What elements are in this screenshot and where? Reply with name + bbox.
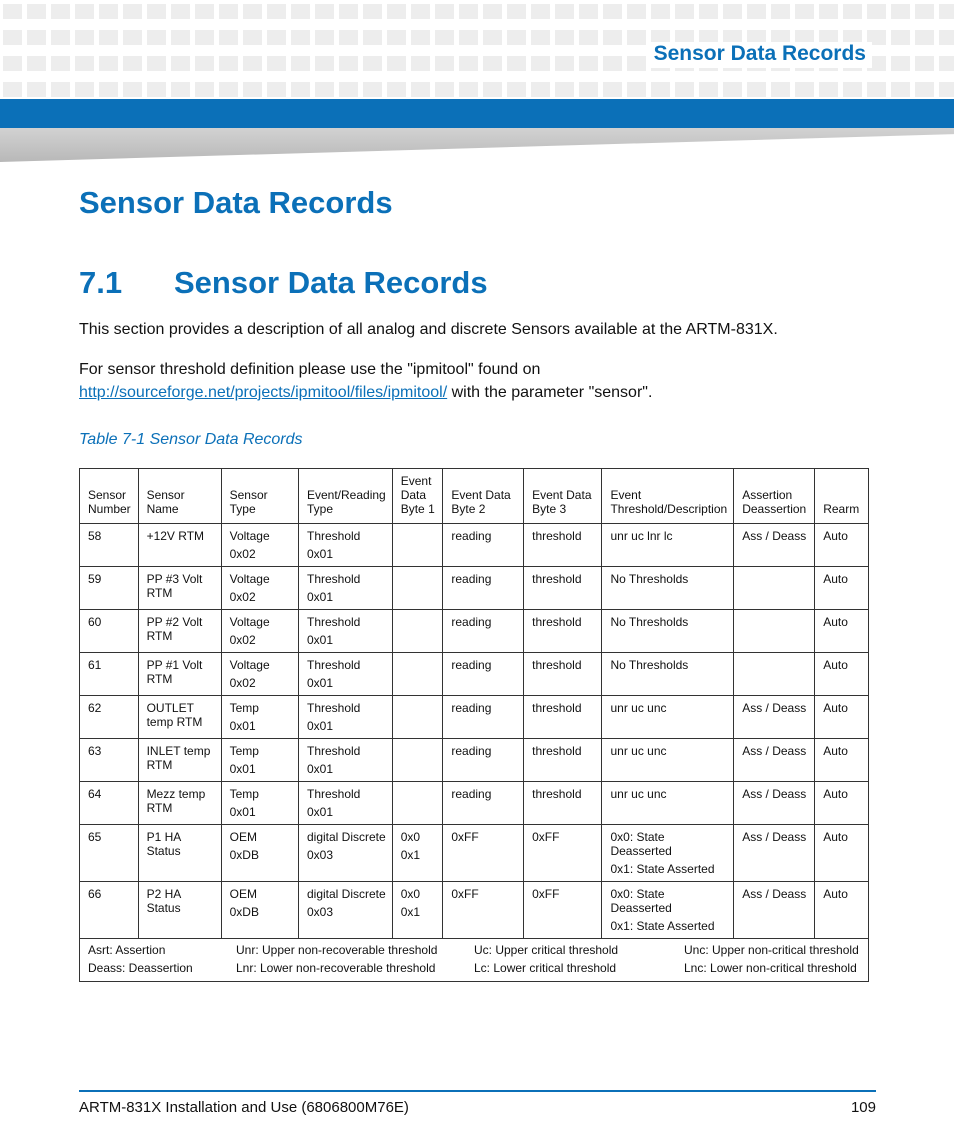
cell-text: 0x01 — [306, 633, 334, 647]
cell-text: OEM — [229, 887, 257, 901]
cell-text: 0x03 — [306, 905, 334, 919]
cell-text: Ass / Deass — [742, 887, 807, 901]
table-cell — [392, 567, 443, 610]
table-row — [80, 696, 869, 739]
legend-item: Unc: Upper non-critical threshold — [684, 943, 859, 957]
intro-paragraph: This section provides a description of all analog and discrete Sensors available at the ARTM-831X. — [79, 321, 778, 338]
table-row — [80, 782, 869, 825]
table-cell — [392, 610, 443, 653]
table-cell — [443, 653, 524, 696]
table-cell — [815, 696, 869, 739]
section-number: 7.1 — [79, 265, 123, 300]
table-cell — [443, 524, 524, 567]
table-cell — [80, 653, 139, 696]
table-cell — [443, 882, 524, 939]
table-row — [80, 524, 869, 567]
table-cell — [298, 653, 392, 696]
cell-text: 0xFF — [451, 830, 479, 844]
cell-text: 0x01 — [229, 719, 256, 733]
cell-text: 0x01 — [229, 805, 256, 819]
running-header-title: Sensor Data Records — [646, 42, 872, 68]
cell-text: Threshold — [306, 615, 361, 629]
cell-text: unr uc unc — [610, 787, 667, 801]
header-cell: Event Data Byte 3 — [524, 469, 602, 524]
header-blue-bar — [0, 99, 954, 128]
header-grey-wedge — [0, 128, 954, 162]
threshold-paragraph-text: For sensor threshold definition please use the "ipmitool" found on — [79, 361, 541, 378]
cell-text: Threshold — [306, 658, 361, 672]
table-cell — [80, 739, 139, 782]
cell-text: Ass / Deass — [742, 787, 807, 801]
table-cell — [298, 610, 392, 653]
header-cell: Rearm — [815, 469, 869, 524]
cell-text: 0xDB — [229, 848, 259, 862]
table-cell — [392, 739, 443, 782]
cell-text: 0x02 — [229, 676, 256, 690]
table-cell — [80, 524, 139, 567]
table-cell — [298, 739, 392, 782]
cell-text: Auto — [823, 658, 848, 672]
cell-text: 0x01 — [229, 762, 256, 776]
table-cell — [602, 739, 734, 782]
cell-text: Threshold — [306, 572, 361, 586]
cell-text: Threshold — [306, 787, 361, 801]
cell-text: 0xDB — [229, 905, 259, 919]
table-row — [80, 653, 869, 696]
cell-text: 0x01 — [306, 547, 334, 561]
cell-text: Ass / Deass — [742, 701, 807, 715]
table-cell — [221, 882, 298, 939]
table-cell — [443, 739, 524, 782]
footer-document-title: ARTM-831X Installation and Use (6806800M76E) — [79, 1099, 409, 1116]
table-cell — [524, 696, 602, 739]
cell-text: threshold — [532, 744, 582, 758]
table-cell — [815, 567, 869, 610]
table-cell — [298, 696, 392, 739]
footer-rule — [79, 1090, 876, 1092]
cell-text: 0x0: State Deasserted — [610, 887, 672, 915]
cell-text: 0x01 — [306, 676, 334, 690]
cell-text: Auto — [823, 529, 848, 543]
legend-item: Unr: Upper non-recoverable threshold — [236, 943, 438, 957]
table-cell — [392, 524, 443, 567]
header-cell: Event Threshold/Description — [602, 469, 734, 524]
table-cell — [524, 524, 602, 567]
cell-text: P1 HA Status — [146, 830, 181, 858]
cell-text: Auto — [823, 615, 848, 629]
table-row — [80, 882, 869, 939]
table-cell — [392, 825, 443, 882]
cell-text: 0x02 — [229, 590, 256, 604]
cell-text: reading — [451, 572, 492, 586]
header-cell: Event Data Byte 1 — [392, 469, 443, 524]
table-cell — [524, 739, 602, 782]
cell-text: 0xFF — [532, 887, 560, 901]
cell-text: 0x0 — [400, 887, 421, 901]
table-cell — [80, 825, 139, 882]
cell-text: INLET temp RTM — [146, 744, 211, 772]
table-cell — [138, 696, 221, 739]
table-cell — [392, 782, 443, 825]
table-cell — [298, 782, 392, 825]
table-cell — [80, 782, 139, 825]
table-cell — [221, 653, 298, 696]
cell-text: 0xFF — [532, 830, 560, 844]
cell-text: Mezz temp RTM — [146, 787, 206, 815]
table-cell — [602, 782, 734, 825]
cell-text: reading — [451, 744, 492, 758]
cell-text: Auto — [823, 787, 848, 801]
cell-text: 59 — [88, 572, 102, 586]
section-heading — [79, 265, 488, 301]
table-cell — [815, 782, 869, 825]
table-cell — [298, 825, 392, 882]
page-number: 109 — [850, 1099, 876, 1116]
legend-item: Lnr: Lower non-recoverable threshold — [236, 961, 436, 975]
table-cell — [298, 567, 392, 610]
table-cell — [80, 696, 139, 739]
cell-text: Voltage — [229, 529, 270, 543]
cell-text: unr uc unc — [610, 701, 667, 715]
table-cell — [138, 882, 221, 939]
cell-text: P2 HA Status — [146, 887, 181, 915]
cell-text: 65 — [88, 830, 102, 844]
table-cell — [815, 739, 869, 782]
cell-text: unr uc lnr lc — [610, 529, 673, 543]
table-cell — [221, 610, 298, 653]
chapter-title: Sensor Data Records — [79, 185, 393, 220]
table-cell — [602, 524, 734, 567]
table-cell — [524, 825, 602, 882]
table-caption: Table 7-1 Sensor Data Records — [79, 431, 303, 448]
cell-text: 0x01 — [306, 590, 334, 604]
table-cell — [734, 653, 815, 696]
cell-text: No Thresholds — [610, 572, 689, 586]
table-cell — [815, 653, 869, 696]
table-cell — [443, 825, 524, 882]
table-cell — [734, 739, 815, 782]
table-cell — [602, 882, 734, 939]
header-cell: Event/Reading Type — [298, 469, 392, 524]
cell-text: Temp — [229, 701, 259, 715]
legend-item: Lc: Lower critical threshold — [474, 961, 617, 975]
cell-text: 64 — [88, 787, 102, 801]
table-cell — [80, 567, 139, 610]
legend-row — [80, 939, 869, 982]
cell-text: 0x1 — [400, 905, 421, 919]
cell-text: OUTLET temp RTM — [146, 701, 203, 729]
sensor-data-table — [79, 468, 869, 982]
threshold-paragraph-tail: with the parameter "sensor". — [447, 384, 653, 401]
table-cell — [221, 825, 298, 882]
table-cell — [524, 567, 602, 610]
table-cell — [443, 567, 524, 610]
cell-text: threshold — [532, 701, 582, 715]
cell-text: 0x01 — [306, 762, 334, 776]
cell-text: 0x02 — [229, 633, 256, 647]
cell-text: Auto — [823, 830, 848, 844]
legend-item: Uc: Upper critical threshold — [474, 943, 619, 957]
table-cell — [602, 825, 734, 882]
table-cell — [138, 610, 221, 653]
ipmitool-link[interactable]: http://sourceforge.net/projects/ipmitool/files/ipmitool/ — [79, 384, 448, 401]
cell-text: threshold — [532, 529, 582, 543]
cell-text: 0x1 — [400, 848, 421, 862]
table-cell — [298, 882, 392, 939]
table-cell — [221, 567, 298, 610]
table-cell — [602, 610, 734, 653]
table-cell — [298, 524, 392, 567]
table-cell — [524, 882, 602, 939]
cell-text: reading — [451, 615, 492, 629]
header-cell: Assertion Deassertion — [734, 469, 815, 524]
table-cell — [443, 696, 524, 739]
abbreviation-legend — [88, 943, 860, 975]
cell-text: threshold — [532, 615, 582, 629]
header-cell: Sensor Name — [138, 469, 221, 524]
cell-text: 0x03 — [306, 848, 334, 862]
cell-text: No Thresholds — [610, 615, 689, 629]
cell-text: 60 — [88, 615, 102, 629]
table-cell — [80, 610, 139, 653]
table-cell — [443, 610, 524, 653]
cell-text: Ass / Deass — [742, 830, 807, 844]
table-cell — [221, 524, 298, 567]
cell-text: Auto — [823, 572, 848, 586]
cell-text: No Thresholds — [610, 658, 689, 672]
table-cell — [138, 825, 221, 882]
table-cell — [815, 825, 869, 882]
cell-text: Temp — [229, 787, 259, 801]
cell-text: Threshold — [306, 744, 361, 758]
cell-text: 0x0 — [400, 830, 421, 844]
cell-text: Ass / Deass — [742, 529, 807, 543]
cell-text: 63 — [88, 744, 102, 758]
header-cell: Event Data Byte 2 — [443, 469, 524, 524]
header-cell: Sensor Number — [80, 469, 139, 524]
table-cell — [815, 610, 869, 653]
cell-text: PP #1 Volt RTM — [146, 658, 203, 686]
table-row — [80, 825, 869, 882]
cell-text: digital Discrete — [306, 830, 386, 844]
legend-item: Asrt: Assertion — [88, 943, 166, 957]
cell-text: 61 — [88, 658, 102, 672]
cell-text: Voltage — [229, 658, 270, 672]
table-cell — [221, 696, 298, 739]
cell-text: Auto — [823, 887, 848, 901]
cell-text: threshold — [532, 658, 582, 672]
table-cell — [443, 782, 524, 825]
cell-text: Voltage — [229, 615, 270, 629]
table-cell — [138, 524, 221, 567]
table-cell — [221, 782, 298, 825]
table-cell — [392, 882, 443, 939]
cell-text: Temp — [229, 744, 259, 758]
cell-text: OEM — [229, 830, 257, 844]
cell-text: 0x0: State Deasserted — [610, 830, 672, 858]
cell-text: PP #3 Volt RTM — [146, 572, 203, 600]
cell-text: 0x01 — [306, 719, 334, 733]
table-cell — [734, 567, 815, 610]
cell-text: threshold — [532, 787, 582, 801]
table-cell — [734, 782, 815, 825]
cell-text: Threshold — [306, 701, 361, 715]
cell-text: unr uc unc — [610, 744, 667, 758]
table-cell — [80, 882, 139, 939]
table-cell — [815, 882, 869, 939]
cell-text: reading — [451, 529, 492, 543]
table-cell — [524, 610, 602, 653]
cell-text: reading — [451, 658, 492, 672]
header-cell: Sensor Type — [221, 469, 298, 524]
cell-text: reading — [451, 787, 492, 801]
cell-text: Ass / Deass — [742, 744, 807, 758]
table-cell — [138, 782, 221, 825]
section-title: Sensor Data Records — [174, 265, 488, 300]
table-cell — [138, 653, 221, 696]
threshold-paragraph — [79, 358, 652, 404]
cell-text: Voltage — [229, 572, 270, 586]
cell-text: Threshold — [306, 529, 361, 543]
cell-text: +12V RTM — [146, 529, 205, 543]
table-cell — [524, 653, 602, 696]
table-cell — [602, 696, 734, 739]
table-cell — [815, 524, 869, 567]
cell-text: 0x01 — [306, 805, 334, 819]
table-cell — [602, 653, 734, 696]
table-cell — [734, 610, 815, 653]
table-cell — [734, 524, 815, 567]
legend-item: Lnc: Lower non-critical threshold — [684, 961, 857, 975]
table-cell — [524, 782, 602, 825]
table-cell — [392, 653, 443, 696]
cell-text: 0x1: State Asserted — [610, 919, 715, 933]
cell-text: 0xFF — [451, 887, 479, 901]
table-cell — [392, 696, 443, 739]
table-cell — [734, 825, 815, 882]
cell-text: 62 — [88, 701, 102, 715]
table-cell — [734, 882, 815, 939]
cell-text: 0x02 — [229, 547, 256, 561]
cell-text: reading — [451, 701, 492, 715]
cell-text: Auto — [823, 744, 848, 758]
table-cell — [734, 696, 815, 739]
table-cell — [602, 567, 734, 610]
table-cell — [138, 739, 221, 782]
legend-item: Deass: Deassertion — [88, 961, 193, 975]
cell-text: 58 — [88, 529, 102, 543]
table-cell — [221, 739, 298, 782]
cell-text: threshold — [532, 572, 582, 586]
cell-text: digital Discrete — [306, 887, 386, 901]
cell-text: PP #2 Volt RTM — [146, 615, 203, 643]
table-header-row — [80, 469, 869, 524]
cell-text: 0x1: State Asserted — [610, 862, 715, 876]
table-row — [80, 739, 869, 782]
table-row — [80, 610, 869, 653]
table-row — [80, 567, 869, 610]
table-cell — [138, 567, 221, 610]
cell-text: 66 — [88, 887, 102, 901]
cell-text: Auto — [823, 701, 848, 715]
